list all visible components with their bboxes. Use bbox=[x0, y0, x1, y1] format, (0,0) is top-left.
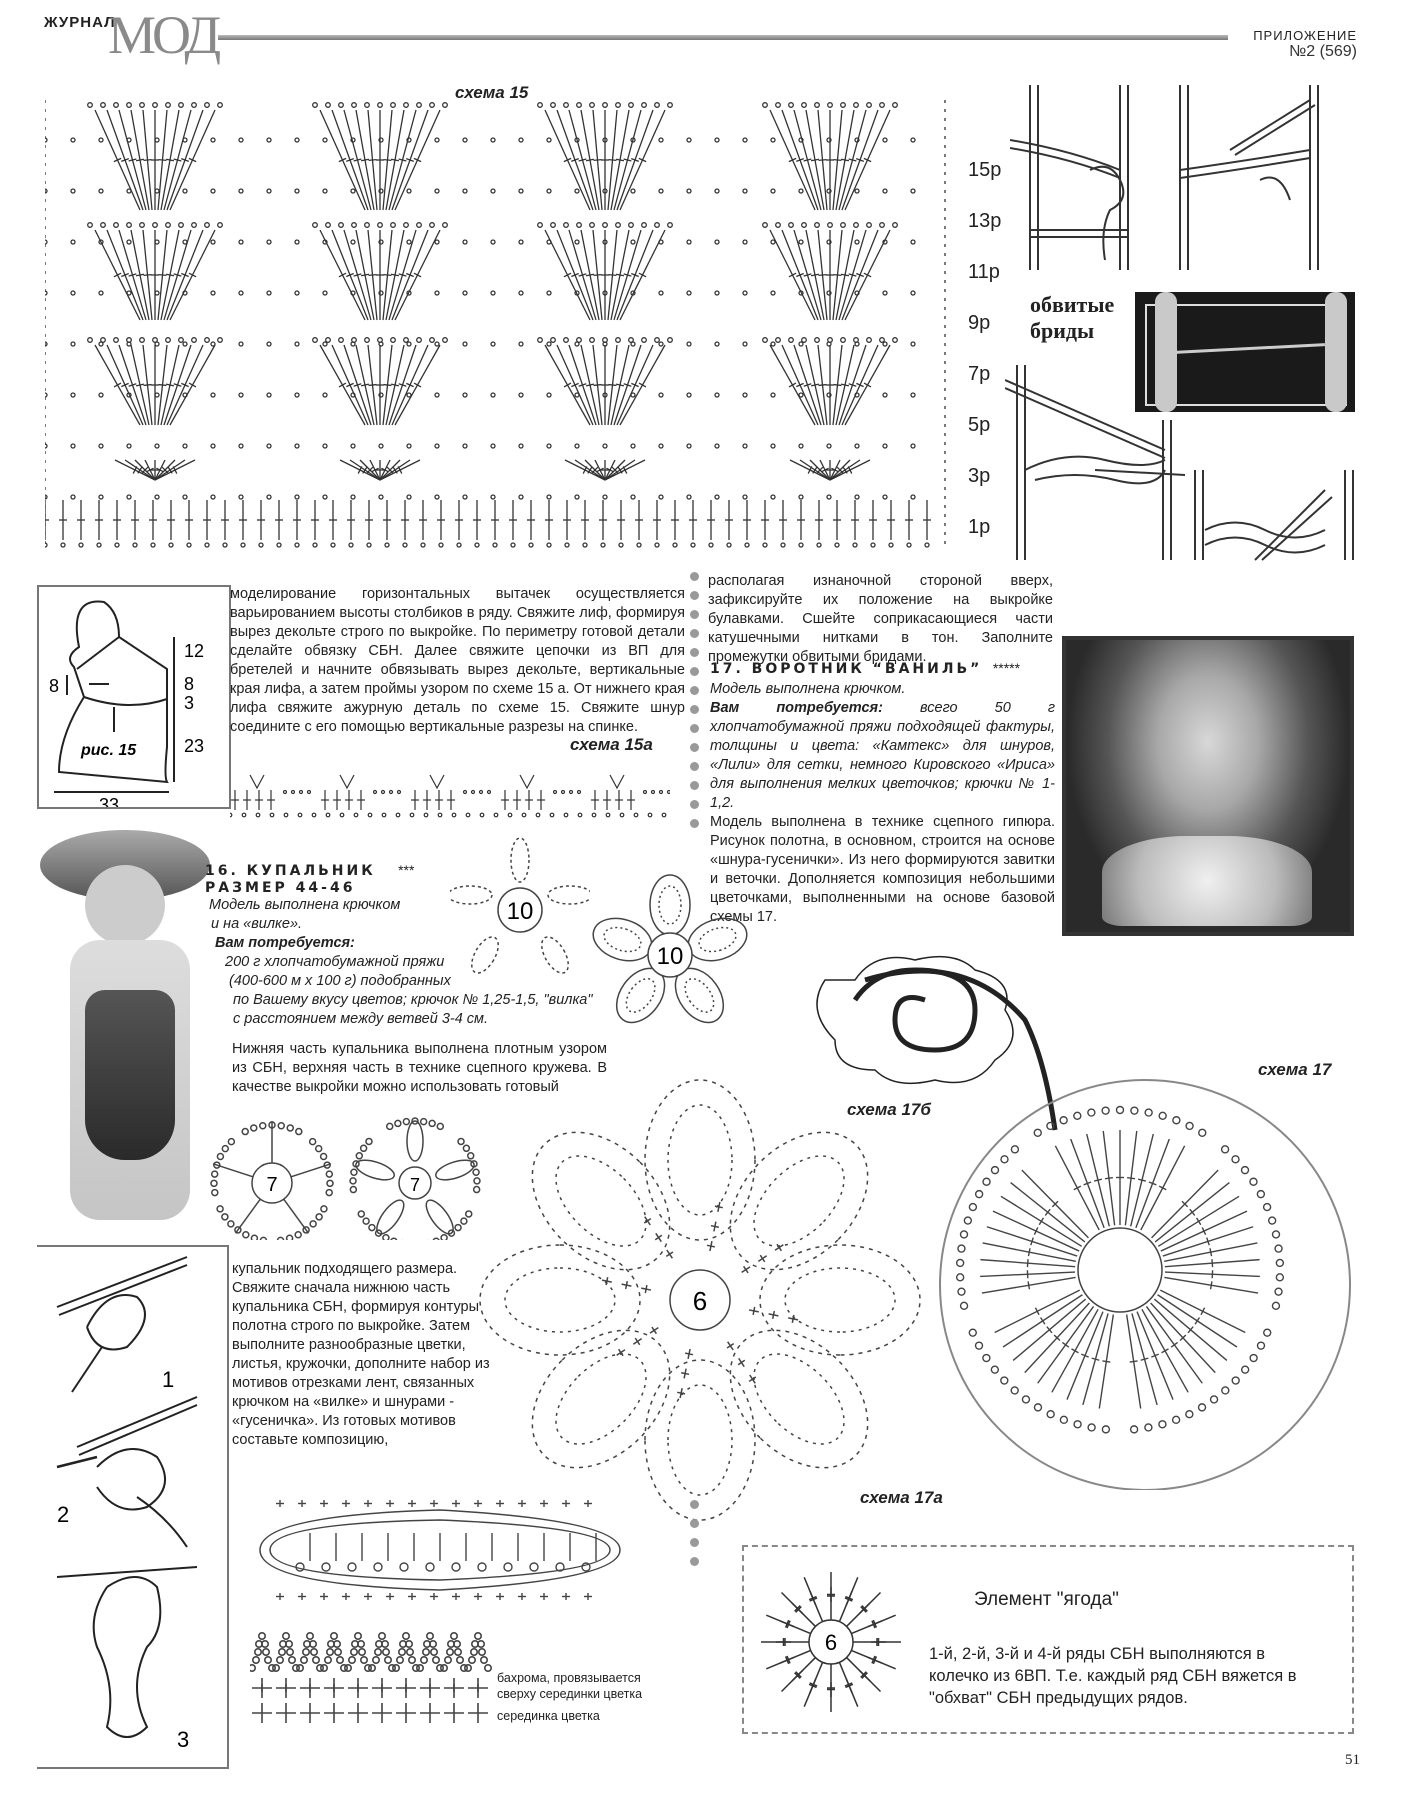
scheme15-caption: схема 15 bbox=[455, 83, 529, 102]
flower10-loops-diagram bbox=[450, 835, 590, 985]
item16-heading: 16. КУПАЛЬНИК bbox=[205, 863, 376, 879]
difficulty-stars: *** bbox=[398, 862, 415, 878]
fringe-label: серединка цветка bbox=[497, 1709, 600, 1723]
issue-number: №2 (569) bbox=[1289, 43, 1357, 60]
dim-top: 12 bbox=[184, 641, 205, 661]
fringe-labels bbox=[497, 1670, 642, 1724]
journal-label: ЖУРНАЛ bbox=[44, 14, 116, 31]
scheme15-row-labels bbox=[968, 145, 1001, 553]
row-label: 7р bbox=[968, 363, 991, 385]
brand-logo: МОД bbox=[108, 5, 218, 65]
item16-size: РАЗМЕР 44-46 bbox=[205, 880, 356, 896]
collar-photo bbox=[1062, 636, 1354, 936]
item17-section bbox=[710, 660, 1055, 927]
step-number: 3 bbox=[177, 1727, 190, 1752]
motif-number: 7 bbox=[266, 1174, 278, 1196]
item16-made-with: Модель выполнена крючком bbox=[209, 897, 401, 913]
dim-width: 33 bbox=[99, 795, 120, 807]
wrapped-bars-label bbox=[1030, 292, 1114, 344]
dim-small: 3 bbox=[184, 693, 195, 713]
item16-description: Нижняя часть купальника выполнена плотным узором из СБН, верхняя часть в технике сцепного кружева. В качестве выкройки можно использовать готовый bbox=[232, 1041, 607, 1095]
item17-needs-label: Вам потребуется: bbox=[710, 700, 883, 716]
item16-needs-line: по Вашему вкусу цветов; крючок № 1,25-1,5, "вилка" bbox=[233, 992, 593, 1008]
row-label: 13р bbox=[968, 210, 1002, 232]
item17-needs-text: всего 50 г хлопчатобумажной пряжи подходящей фактуры, толщины и цвета: «Камтекс» для шнуров, «Лили» для сетки, немного Кировского «Ириса» для выполнения мелких цветочков; крючки № 1-1,2. bbox=[710, 700, 1056, 811]
row-label: 1р bbox=[968, 516, 991, 538]
instructions-assembly: располагая изнаночной стороной вверх, зафиксируйте их положение на выкройке булавками. Сшейте соприкасающиеся части катушечными нитками в тон. Заполните промежутки обвитыми бридами. bbox=[708, 573, 1053, 665]
row-label: 5р bbox=[968, 414, 991, 436]
fringe-diagram bbox=[250, 1628, 495, 1728]
scheme17a-caption: схема 17а bbox=[860, 1488, 943, 1507]
item16-needs-line: (400-600 м х 100 г) подобранных bbox=[229, 973, 451, 989]
row-label: 9р bbox=[968, 312, 991, 334]
bullet-column bbox=[690, 572, 699, 838]
item16-needs-line: 200 г хлопчатобумажной пряжи bbox=[225, 954, 445, 970]
scheme17b-caption: схема 17б bbox=[847, 1100, 931, 1119]
item16-needs-line: с расстоянием между ветвей 3-4 см. bbox=[233, 1011, 489, 1027]
page-number: 51 bbox=[1345, 1752, 1360, 1768]
scheme17-caption: схема 17 bbox=[1258, 1060, 1332, 1079]
flower7-petal-diagram bbox=[345, 1105, 485, 1240]
berry-description: 1-й, 2-й, 3-й и 4-й ряды СБН выполняются в колечко из 6ВП. Т.е. каждый ряд СБН вяжется в "обхват" СБН предыдущих рядов. bbox=[929, 1645, 1297, 1707]
item16-made-with: и на «вилке». bbox=[211, 916, 303, 932]
caterpillar-steps-drawing bbox=[37, 1247, 227, 1767]
appendix-label: ПРИЛОЖЕНИЕ bbox=[1253, 28, 1357, 43]
item16-needs-label: Вам потребуется: bbox=[215, 935, 355, 951]
bullet-column-lower bbox=[690, 1500, 699, 1576]
swimsuit-photo bbox=[30, 830, 220, 1240]
fringe-label: сверху серединки цветка bbox=[497, 1687, 643, 1701]
item17-description: Модель выполнена в технике сцепного гипюра. Рисунок полотна, в основном, строится на основе «шнура-гусенички». Из него формируются завитки и веточки. Дополняется композиция небольшими цветочками, выполненными на основе базовой схемы 17. bbox=[710, 814, 1055, 925]
scheme15-diagram bbox=[45, 80, 965, 550]
wrapped-bars-label-line: бриды bbox=[1030, 318, 1095, 343]
figure15-box bbox=[37, 585, 231, 809]
caterpillar-cord-steps bbox=[37, 1245, 229, 1769]
oval-leaf-diagram bbox=[240, 1495, 640, 1605]
figure15-caption: рис. 15 bbox=[81, 742, 137, 759]
item16-continuation: купальник подходящего размера. Свяжите сначала нижнюю часть купальника СБН, формируя контуры полотна строго по выкройке. Затем выполните разнообразные цветки, листья, кружочки, дополните набор из мотивов отрезками лент, связанных крючком на «вилке» и шнурами - «гусеничка». Из готовых мотивов составьте композицию, bbox=[232, 1261, 490, 1448]
dim-mid: 8 bbox=[184, 674, 195, 694]
step-number: 2 bbox=[57, 1502, 70, 1527]
header-rule bbox=[218, 35, 1228, 40]
flower10-petals-diagram bbox=[585, 865, 755, 1035]
item17-made-with: Модель выполнена крючком. bbox=[710, 681, 906, 697]
wrapped-bar-illustration-bottom bbox=[1005, 360, 1375, 570]
instructions-bodice: моделирование горизонтальных вытачек осуществляется варьированием высоты столбиков в ряду. Свяжите лиф, формируя вырез декольте строго по выкройке. По периметру готовой детали сделайте обвязку СБН. Далее свяжите цепочки из ВП для бретелей и начните обвязывать вырез декольте, вертикальные края лифа, а затем проймы узором по схеме 15 а. От нижнего края лифа свяжите ажурную деталь по схеме 15. Свяжите шнур соедините с его помощью вертикальные разрезы на спинке. bbox=[230, 586, 685, 735]
motif-number: 6 bbox=[692, 1286, 708, 1316]
motif-number: 6 bbox=[824, 1630, 838, 1655]
berry-element-box bbox=[742, 1545, 1354, 1734]
motif-number: 7 bbox=[409, 1175, 421, 1195]
large-flower-diagram bbox=[470, 1075, 930, 1525]
berry-diagram bbox=[754, 1562, 904, 1722]
row-label: 11р bbox=[968, 261, 1000, 283]
flower7-star-diagram bbox=[200, 1105, 340, 1240]
dim-bottom: 23 bbox=[184, 736, 205, 756]
motif-number: 10 bbox=[656, 943, 684, 970]
difficulty-stars: ***** bbox=[992, 660, 1021, 676]
motif-number: 10 bbox=[506, 898, 534, 925]
wrapped-bar-illustration-top bbox=[1010, 80, 1370, 280]
scheme15a-diagram bbox=[230, 770, 670, 820]
row-label: 3р bbox=[968, 465, 991, 487]
bodice-pattern-drawing bbox=[39, 587, 229, 807]
scheme15a-caption: схема 15а bbox=[570, 735, 653, 754]
wrapped-bars-label-line: обвитые bbox=[1030, 292, 1115, 317]
berry-title: Элемент "ягода" bbox=[974, 1589, 1119, 1610]
item17-heading: 17. ВОРОТНИК “ВАНИЛЬ” bbox=[710, 661, 983, 677]
dim-left: 8 bbox=[49, 676, 60, 696]
scheme17-diagram bbox=[925, 1060, 1365, 1490]
row-label: 15р bbox=[968, 159, 1002, 181]
fringe-label: бахрома, провязывается bbox=[497, 1671, 641, 1685]
step-number: 1 bbox=[162, 1367, 175, 1392]
